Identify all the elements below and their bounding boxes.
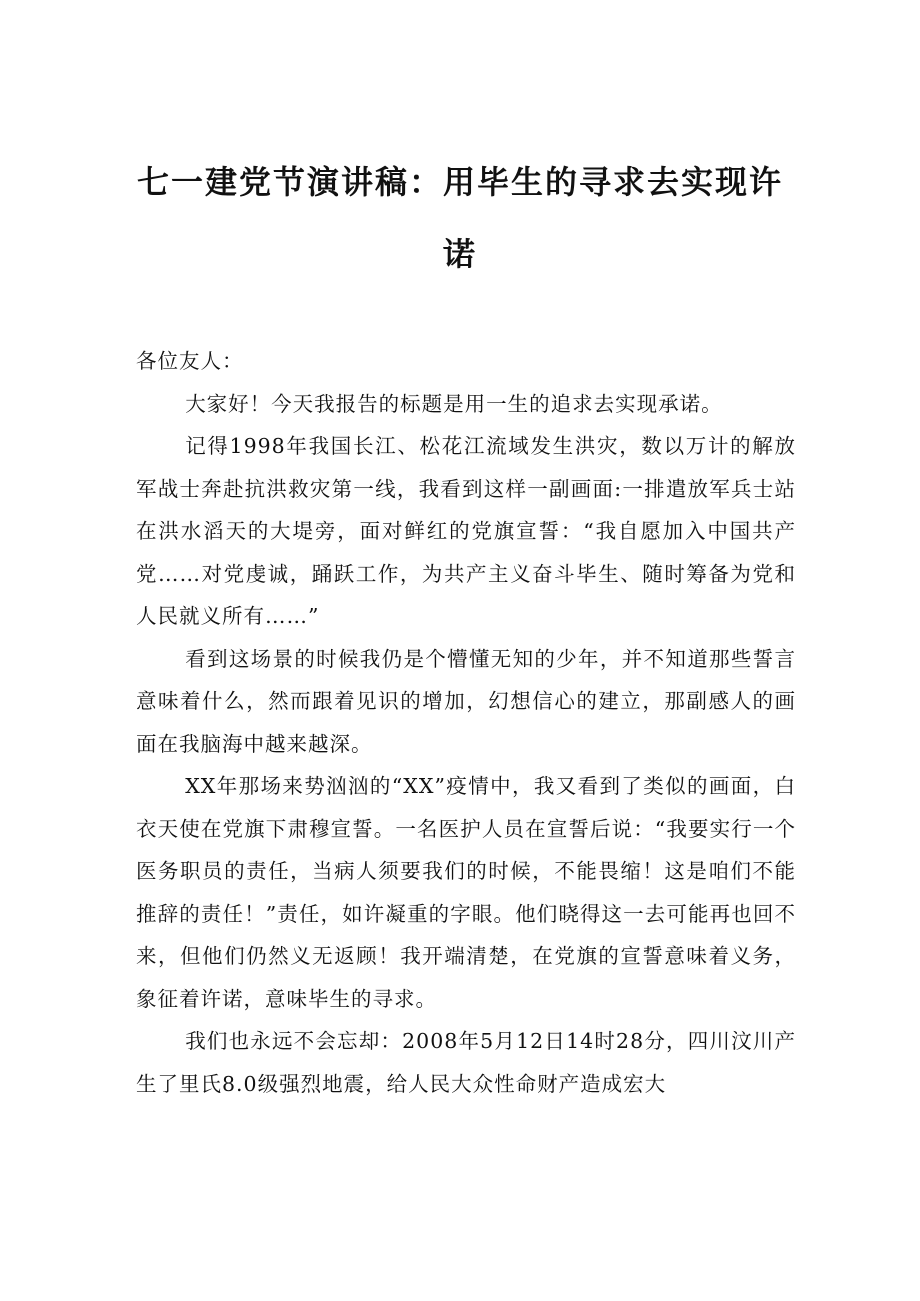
paragraph-5: 我们也永远不会忘却：2008年5月12日14时28分，四川汶川产生了里氏8.0级强烈地震，给人民大众性命财产造成宏大 [136, 1029, 796, 1096]
greeting: 各位友人： [136, 349, 244, 373]
document-body [136, 340, 796, 1105]
paragraph-4: XX年那场来势汹汹的“XX”疫情中，我又看到了类似的画面，白衣天使在党旗下肃穆宣誓。一名医护人员在宣誓后说：“我要实行一个医务职员的责任，当病人须要我们的时候，不能畏缩！这是咱们不能推辞的责任！”责任，如许凝重的字眼。他们晓得这一去可能再也回不来，但他们仍然义无返顾！我开端清楚，在党旗的宣誓意味着义务，象征着许诺，意味毕生的寻求。 [136, 774, 796, 1011]
document-title-line-2: 诺 [442, 235, 477, 273]
paragraph-1: 大家好！今天我报告的标题是用一生的追求去实现承诺。 [185, 391, 723, 416]
paragraph-3: 看到这场景的时候我仍是个懵懂无知的少年，并不知道那些誓言意味着什么，然而跟着见识的增加，幻想信心的建立，那副感人的画面在我脑海中越来越深。 [136, 646, 796, 756]
document-title-line-1: 七一建党节演讲稿：用毕生的寻求去实现许 [136, 163, 783, 201]
paragraph-2: 记得1998年我国长江、松花江流域发生洪灾，数以万计的解放军战士奔赴抗洪救灾第一线，我看到这样一副画面:一排遣放军兵士站在洪水滔天的大堤旁，面对鲜红的党旗宣誓：“我自愿加入中国共产党……对党虔诚，踊跃工作，为共产主义奋斗毕生、随时筹备为党和人民就义所有……” [136, 434, 796, 628]
